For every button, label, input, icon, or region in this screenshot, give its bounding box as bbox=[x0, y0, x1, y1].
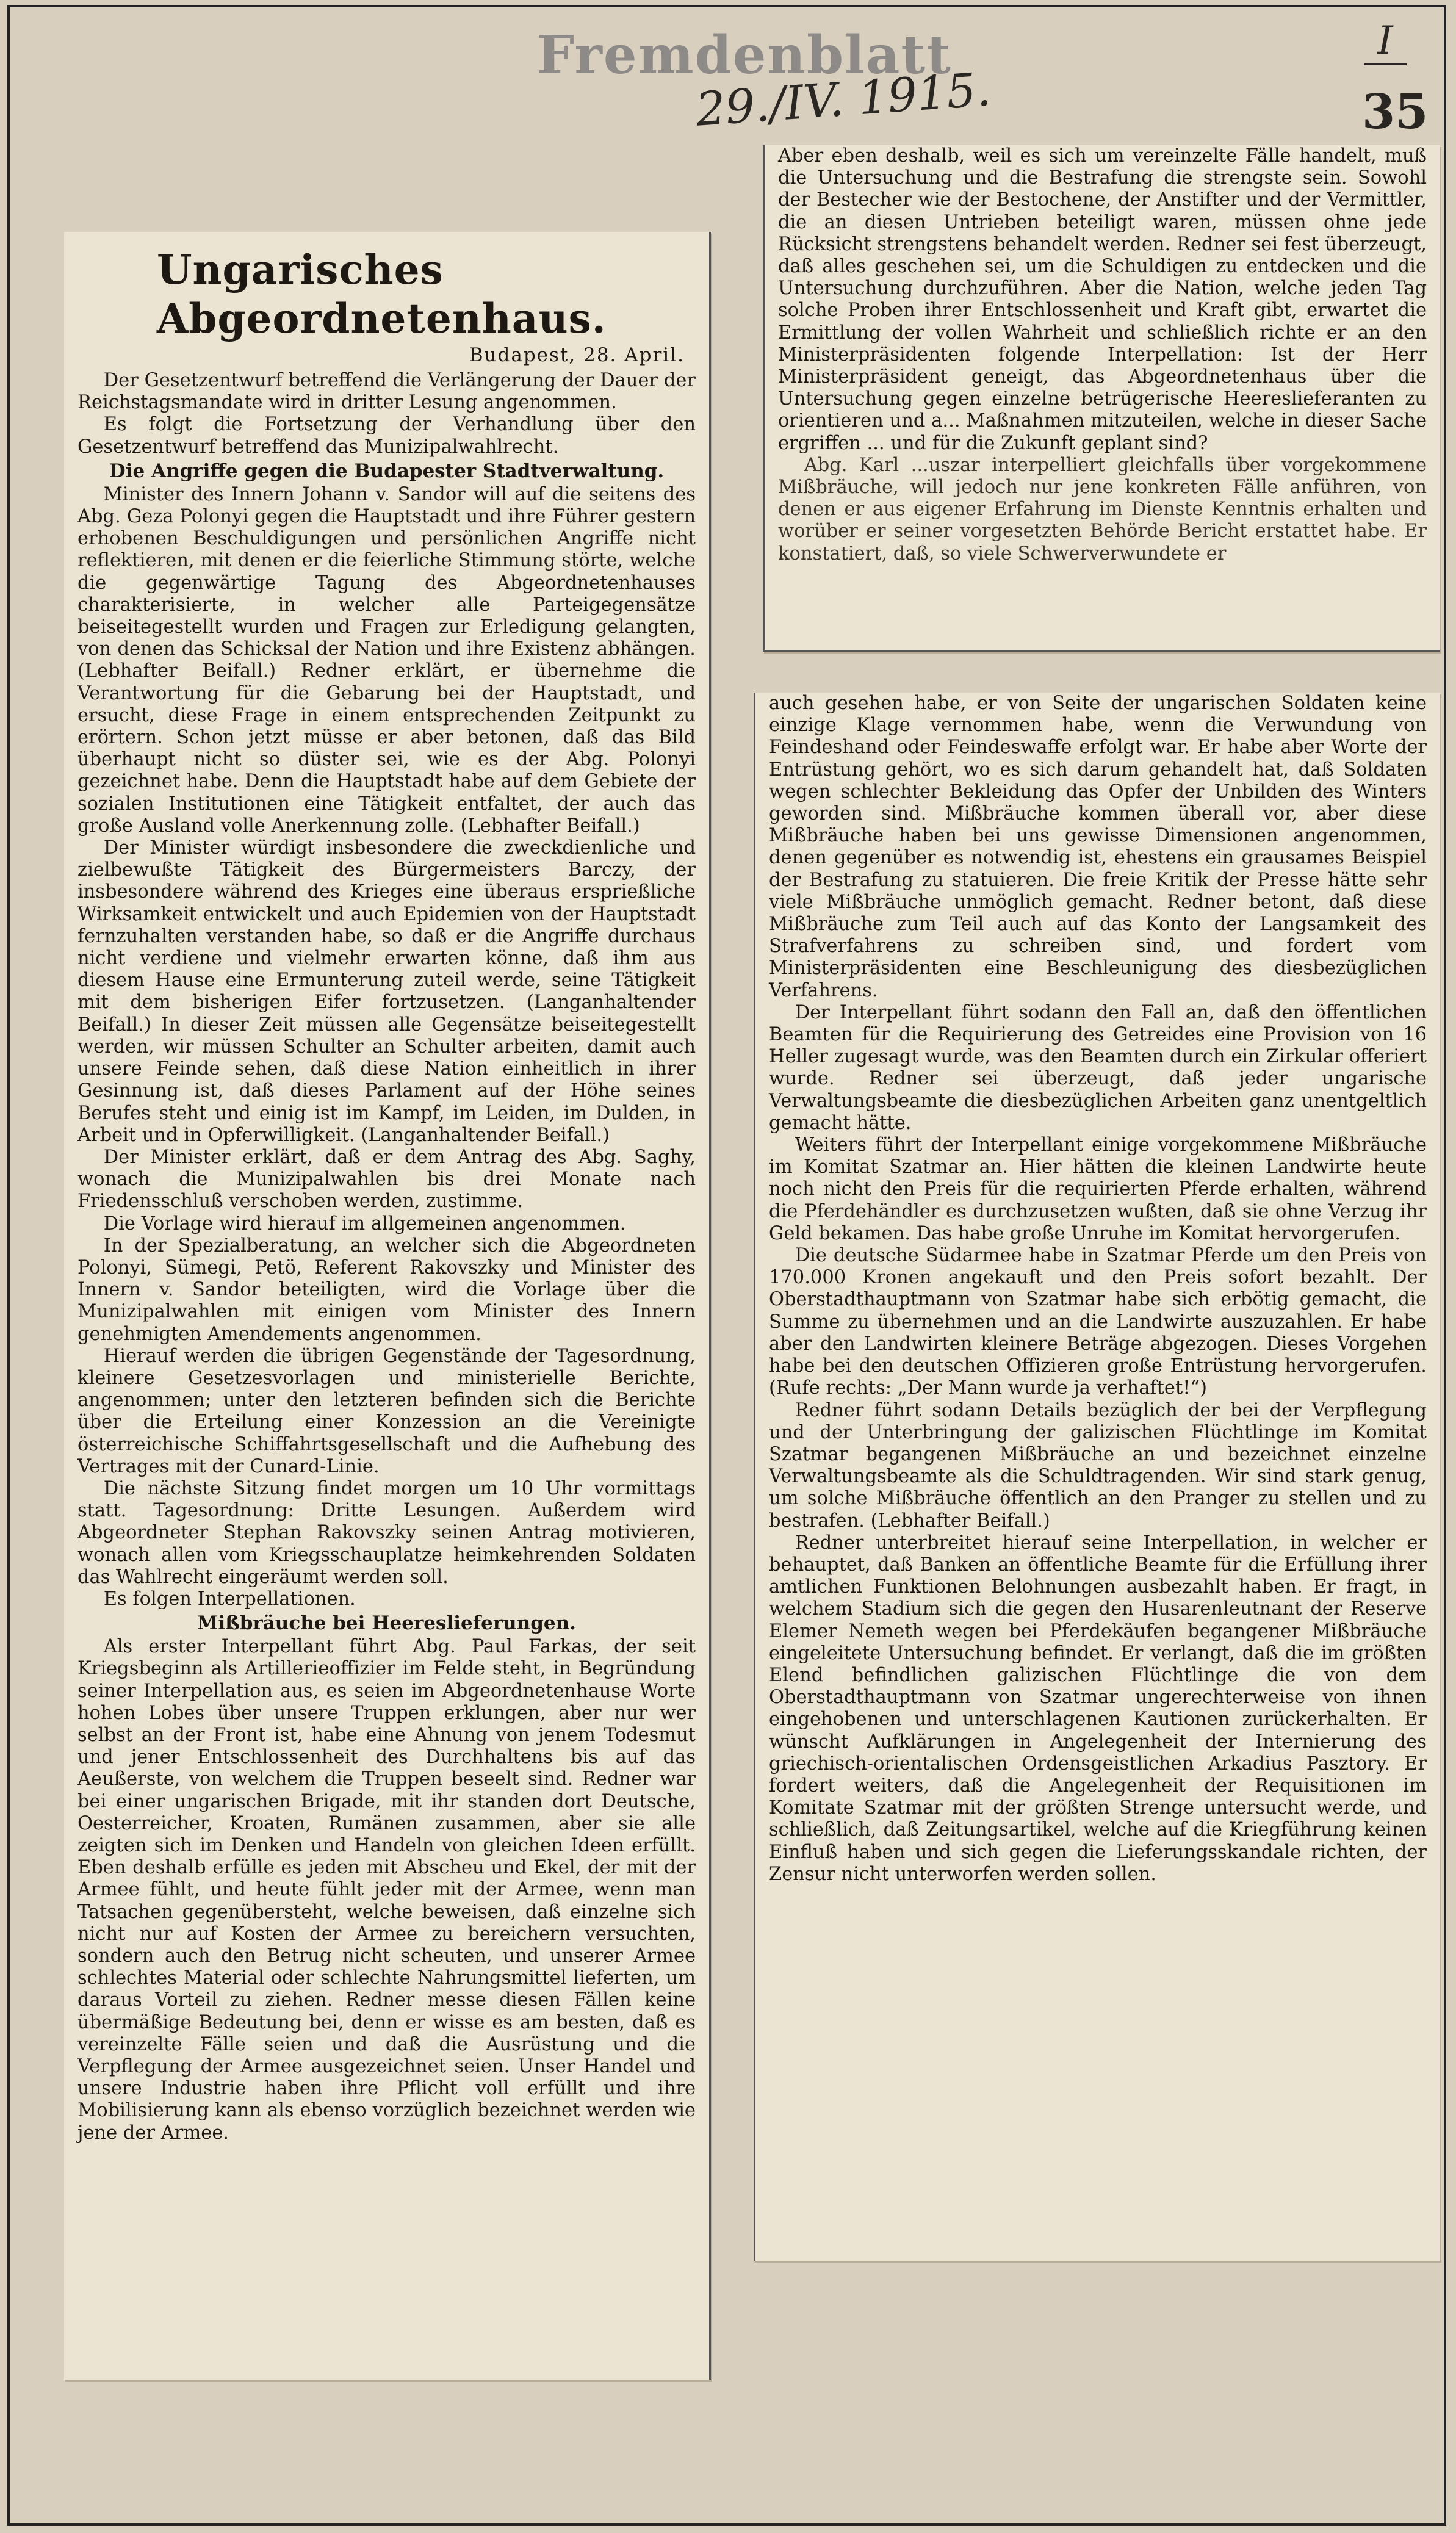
paragraph: Der Interpellant führt sodann den Fall an, daß den öffentlichen Beamten für die Requirierung des Getreides eine Provision von 16 Heller zugesagt wurde, was den Beamten durch ein Zirkular offeriert wurde. Redner sei überzeugt, daß jeder ungarische Verwaltungsbeamte die diesbezüglichen Arbeiten ganz unentgeltlich gemacht hätte. bbox=[769, 1001, 1427, 1134]
paragraph: Es folgt die Fortsetzung der Verhandlung über den Gesetzentwurf betreffend das Munizipalwahlrecht. bbox=[77, 414, 696, 458]
paragraph: Hierauf werden die übrigen Gegenstände der Tagesordnung, kleinere Gesetzesvorlagen und ministerielle Berichte, angenommen; unter den letzteren befinden sich die Berichte über die Erteilung einer Konzession an die Vereinigte österreichische Schiffahrtsgesellschaft und die Aufhebung des Vertrages mit der Cunard-Linie. bbox=[77, 1345, 696, 1477]
paragraph: Redner führt sodann Details bezüglich der bei der Verpflegung und der Unterbringung der galizischen Flüchtlinge im Komitat Szatmar begangenen Mißbräuche an und bezeichnet einzelne Verwaltungsbeamte als die Schuldtragenden. Wir sind stark genug, um solche Mißbräuche öffentlich an den Pranger zu stellen und zu bestrafen. (Lebhafter Beifall.) bbox=[769, 1399, 1427, 1532]
paragraph: Die Vorlage wird hierauf im allgemeinen angenommen. bbox=[103, 1212, 626, 1234]
paragraph: Der Minister erklärt, daß er dem Antrag des Abg. Saghy, wonach die Munizipalwahlen bis drei Monate nach Friedensschluß verschoben werden, zustimme. bbox=[77, 1146, 696, 1212]
paragraph: Aber eben deshalb, weil es sich um vereinzelte Fälle handelt, muß die Untersuchung und die Bestrafung die strengste sein. Sowohl der Bestecher wie der Bestochene, der Anstifter und der Vermittler, die an diesen Untrieben beteiligt waren, müssen ohne jede Rücksicht strengstens behandelt werden. Redner sei fest überzeugt, daß alles geschehen sei, um die Schuldigen zu entdecken und die Untersuchung durchzuführen. Aber die Nation, welche jeden Tag solche Proben ihrer Entschlossenheit und Kraft gibt, erwartet die Ermittlung der vollen Wahrheit und schließlich richte er an den Ministerpräsidenten folgende Interpellation: Ist der Herr Ministerpräsident geneigt, das Abgeordnetenhaus über die Untersuchung gegen einzelne betrügerische Heereslieferanten zu orientieren und a... Maßnahmen mitzuteilen, welche in dieser Sache ergriffen ... und für die Zukunft geplant sind? bbox=[778, 145, 1427, 454]
paragraph: Der Minister würdigt insbesondere die zweckdienliche und zielbewußte Tätigkeit des Bürgermeisters Barczy, der insbesondere während des Krieges eine überaus ersprießliche Wirksamkeit entwickelt und auch Epidemien von der Hauptstadt fernzuhalten verstanden habe, so daß er die Angriffe durchaus nicht verdiene und vielmehr erwarten könne, daß ihm aus diesem Hause eine Ermunterung zuteil werde, seine Tätigkeit mit dem bisherigen Eifer fortzusetzen. (Langanhaltender Beifall.) In dieser Zeit müssen alle Gegensätze beiseitegestellt werden, wir müssen Schulter an Schulter arbeiten, damit auch unsere Feinde sehen, daß diese Nation einheitlich in ihrer Gesinnung ist, daß dieses Parlament auf der Höhe seines Berufes steht und einig ist im Kampf, im Leiden, im Dulden, in Arbeit und in Opferwilligkeit. (Langanhaltender Beifall.) bbox=[77, 837, 696, 1146]
paragraph: Als erster Interpellant führt Abg. Paul Farkas, der seit Kriegsbeginn als Artillerieoffizier im Felde steht, in Begründung seiner Interpellation aus, es seien im Abgeordnetenhause Worte hohen Lobes über unsere Truppen erklungen, aber nur wer selbst an der Front ist, habe eine Ahnung von jenem Todesmut und jener Entschlossenheit des Durchhaltens bis auf das Aeußerste, von welchem die Truppen beseelt sind. Redner war bei einer ungarischen Brigade, mit ihr standen dort Deutsche, Oesterreicher, Kroaten, Rumänen zusammen, aber sie alle zeigten sich im Denken und Handeln von gleichen Ideen erfüllt. Eben deshalb erfülle es jeden mit Abscheu und Ekel, der mit der Armee fühlt, und heute fühlt jeder mit der Armee, wenn man Tatsachen gegenübersteht, welche beweisen, daß einzelne sich nicht nur auf Kosten der Armee zu bereichern versuchten, sondern auch den Betrug nicht scheuten, und unserer Armee schlechtes Material oder schlechte Nahrungsmittel lieferten, um daraus Vorteil zu ziehen. Redner messe diesen Fällen keine übermäßige Bedeutung bei, denn er wisse es am besten, daß es vereinzelte Fälle seien und daß die Ausrüstung und die Verpflegung der Armee ausgezeichnet seien. Unser Handel und unsere Industrie haben ihre Pflicht voll erfüllt und ihre Mobilisierung kann als ebenso vorzüglich bezeichnet werden wie jene der Armee. bbox=[77, 1636, 696, 2144]
paragraph: auch gesehen habe, er von Seite der ungarischen Soldaten keine einzige Klage vernommen habe, wenn die Verwundung von Feindeshand oder Feindeswaffe erfolgt war. Er habe aber Worte der Entrüstung gehört, wo es sich darum gehandelt hat, daß Soldaten wegen schlechter Bekleidung das Opfer der Unbilden des Winters geworden sind. Mißbräuche kommen überall vor, aber diese Mißbräuche haben bei uns gewisse Dimensionen angenommen, denen gegenüber es notwendig ist, ehestens ein grausames Beispiel der Bestrafung zu statuieren. Die freie Kritik der Presse hätte sehr viele Mißbräuche unmöglich gemacht. Redner betont, daß diese Mißbräuche zum Teil auch auf das Konto der Langsamkeit des Strafverfahrens zu schreiben sind, und fordert vom Ministerpräsidenten eine Beschleunigung des diesbezüglichen Verfahrens. bbox=[769, 693, 1427, 1001]
paragraph: Redner unterbreitet hierauf seine Interpellation, in welcher er behauptet, daß Banken an öffentliche Beamte für die Erfüllung ihrer amtlichen Funktionen Belohnungen ausbezahlt haben. Er fragt, in welchem Stadium sich die gegen den Husarenleutnant der Reserve Elemer Nemeth wegen bei Pferdekäufen begangener Mißbräuche eingeleitete Untersuchung befindet. Er verlangt, daß die im größten Elend befindlichen galizischen Flüchtlinge die von dem Oberstadthauptmann von Szatmar ungerechterweise von ihnen eingehobenen und unterschlagenen Kautionen zurückerhalten. Er wünscht Aufklärungen in Angelegenheit der Internierung des griechisch-orientalischen Ordensgeistlichen Arkadius Pasztory. Er fordert weiters, daß die Angelegenheit der Requisitionen im Komitate Szatmar mit der größten Strenge untersucht werde, und schließlich, daß Zeitungsartikel, welche auf die Kriegführung keinen Einfluß haben und sich gegen die Lieferungsskandale richten, der Zensur nicht unterworfen werden sollen. bbox=[769, 1532, 1427, 1885]
handwritten-roman-numeral: I bbox=[1364, 18, 1407, 65]
paragraph: Weiters führt der Interpellant einige vorgekommene Mißbräuche im Komitat Szatmar an. Hier hätten die kleinen Landwirte heute noch nicht den Preis für die requirierten Pferde erhalten, während die Pferdehändler es durchzusetzen wußten, daß sie ohne Verzug ihr Geld bekamen. Das habe große Unruhe im Komitat hervorgerufen. bbox=[769, 1134, 1427, 1244]
paragraph: Abg. Karl ...uszar interpelliert gleichfalls über vorgekommene Mißbräuche, will jedoch nur jene konkreten Fälle anführen, von denen er aus eigener Erfahrung im Dienste Kenntnis erhalten und worüber er seiner vorgesetzten Behörde Bericht erstattet habe. Er konstatiert, daß, so viele Schwerverwundete er bbox=[778, 454, 1427, 564]
article-clipping-right-bottom bbox=[754, 693, 1440, 2261]
paragraph: Die deutsche Südarmee habe in Szatmar Pferde um den Preis von 170.000 Kronen angekauft und den Preis sofort bezahlt. Der Oberstadthauptmann von Szatmar habe sich erbötig gemacht, die Summe zu übernehmen und an die Landwirte auszuzahlen. Er habe aber den Landwirten kleinere Beträge abgezogen. Dieses Vorgehen habe bei den deutschen Offizieren große Entrüstung hervorgerufen. (Rufe rechts: „Der Mann wurde ja verhaftet!“) bbox=[769, 1245, 1427, 1399]
paragraph: Minister des Innern Johann v. Sandor will auf die seitens des Abg. Geza Polonyi gegen die Hauptstadt und ihre Führer gestern erhobenen Beschuldigungen und persönlichen Angriffe nicht reflektieren, mit denen er die feierliche Stimmung störte, welche die gegenwärtige Tagung des Abgeordnetenhauses charakterisierte, in welcher alle Parteigegensätze beiseitegestellt wurden und Fragen zur Erledigung gelangten, von denen das Schicksal der Nation und ihre Existenz abhängen. (Lebhafter Beifall.) Redner erklärt, er übernehme die Verantwortung für die Gebarung bei der Hauptstadt, und ersucht, diese Frage in einem entsprechenden Zeitpunkt zu erörtern. Schon jetzt müsse er aber betonen, daß das Bild überhaupt nicht so düster sei, wie es der Abg. Polonyi gezeichnet habe. Denn die Hauptstadt habe auf dem Gebiete der sozialen Institutionen eine Tätigkeit entfaltet, der auch das große Ausland volle Anerkennung zolle. (Lebhafter Beifall.) bbox=[77, 483, 696, 837]
section-subhead: Die Angriffe gegen die Budapester Stadtverwaltung. bbox=[109, 459, 665, 482]
newspaper-stamp: Fremdenblatt bbox=[537, 24, 952, 86]
section-subhead: Mißbräuche bei Heereslieferungen. bbox=[197, 1612, 576, 1635]
article-clipping-left bbox=[64, 232, 711, 2380]
article-clipping-right-top bbox=[763, 145, 1440, 652]
page-number: 35 bbox=[1362, 84, 1429, 140]
paragraph: Der Gesetzentwurf betreffend die Verlängerung der Dauer der Reichstagsmandate wird in dritter Lesung angenommen. bbox=[77, 370, 696, 414]
paragraph: Die nächste Sitzung findet morgen um 10 Uhr vormittags statt. Tagesordnung: Dritte Lesungen. Außerdem wird Abgeordneter Stephan Rakovszky seinen Antrag motivieren, wonach allen vom Kriegsschauplatze heimkehrenden Soldaten das Wahlrecht eingeräumt werden soll. bbox=[77, 1477, 696, 1588]
paragraph: In der Spezialberatung, an welcher sich die Abgeordneten Polonyi, Sümegi, Petö, Referent Rakovszky und Minister des Innern v. Sandor beteiligten, wird die Vorlage über die Munizipalwahlen mit einigen vom Minister des Innern genehmigten Amendements angenommen. bbox=[77, 1234, 696, 1345]
handwritten-date: 29./IV. 1915. bbox=[694, 62, 993, 137]
article-dateline: Budapest, 28. April. bbox=[469, 344, 685, 366]
article-headline: Ungarisches Abgeordnetenhaus. bbox=[157, 246, 607, 342]
paragraph: Es folgen Interpellationen. bbox=[103, 1588, 356, 1610]
